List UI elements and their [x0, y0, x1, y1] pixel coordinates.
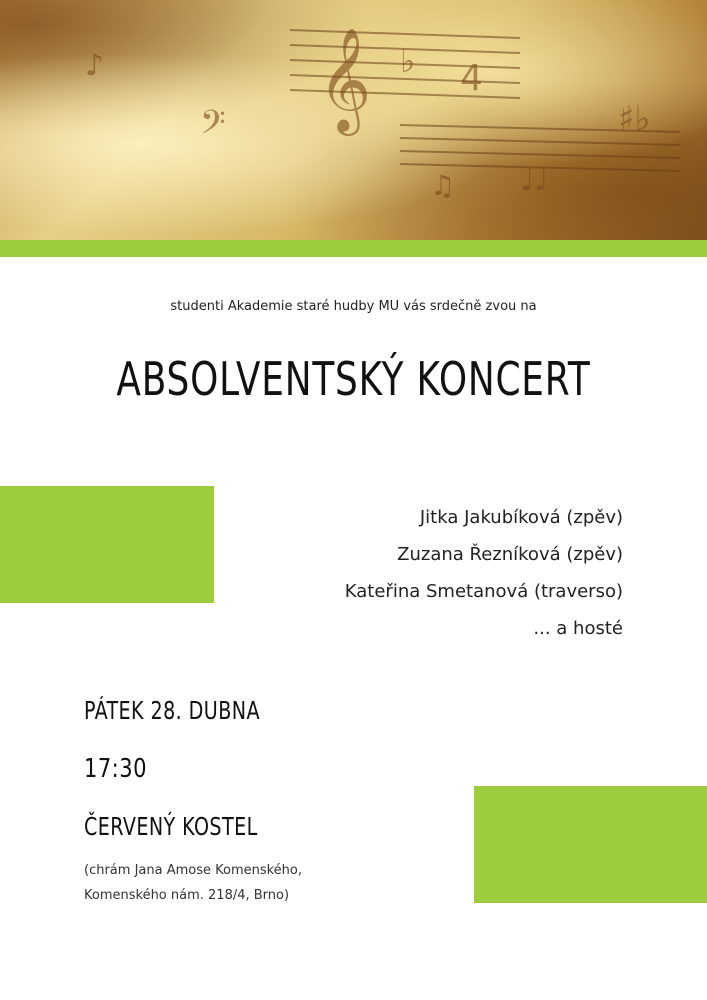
svg-text:♩♩: ♩♩ — [520, 163, 549, 198]
svg-text:♯♭: ♯♭ — [618, 99, 651, 139]
sheet-music-illustration — [0, 0, 707, 240]
performer-item: Kateřina Smetanová (traverso) — [344, 581, 623, 602]
green-decor-block-right — [474, 786, 707, 903]
green-divider-bar — [0, 240, 707, 257]
performer-item: Jitka Jakubíková (zpěv) — [419, 507, 623, 528]
svg-text:𝄞: 𝄞 — [318, 27, 372, 132]
invitation-text: studenti Akademie staré hudby MU vás srdečně zvou na — [170, 299, 537, 314]
music-sheet-banner-image — [0, 0, 707, 240]
concert-title: ABSOLVENTSKÝ KONCERT — [116, 352, 591, 406]
svg-text:4: 4 — [460, 58, 483, 99]
address-line-2: Komenského nám. 218/4, Brno) — [84, 888, 290, 903]
venue-address — [84, 858, 302, 908]
event-date: PÁTEK 28. DUBNA — [84, 696, 261, 725]
event-venue: ČERVENÝ KOSTEL — [84, 812, 258, 841]
svg-text:𝄢: 𝄢 — [200, 104, 226, 150]
performers-list — [345, 506, 623, 654]
svg-text:♫: ♫ — [430, 169, 456, 202]
performer-item: Zuzana Řezníková (zpěv) — [397, 544, 623, 565]
svg-text:♪: ♪ — [85, 48, 105, 83]
address-line-1: (chrám Jana Amose Komenského, — [84, 863, 303, 878]
svg-text:♭: ♭ — [400, 42, 416, 80]
green-decor-block-left — [0, 486, 214, 603]
performer-item: ... a hosté — [533, 618, 623, 639]
event-time: 17:30 — [84, 754, 147, 784]
